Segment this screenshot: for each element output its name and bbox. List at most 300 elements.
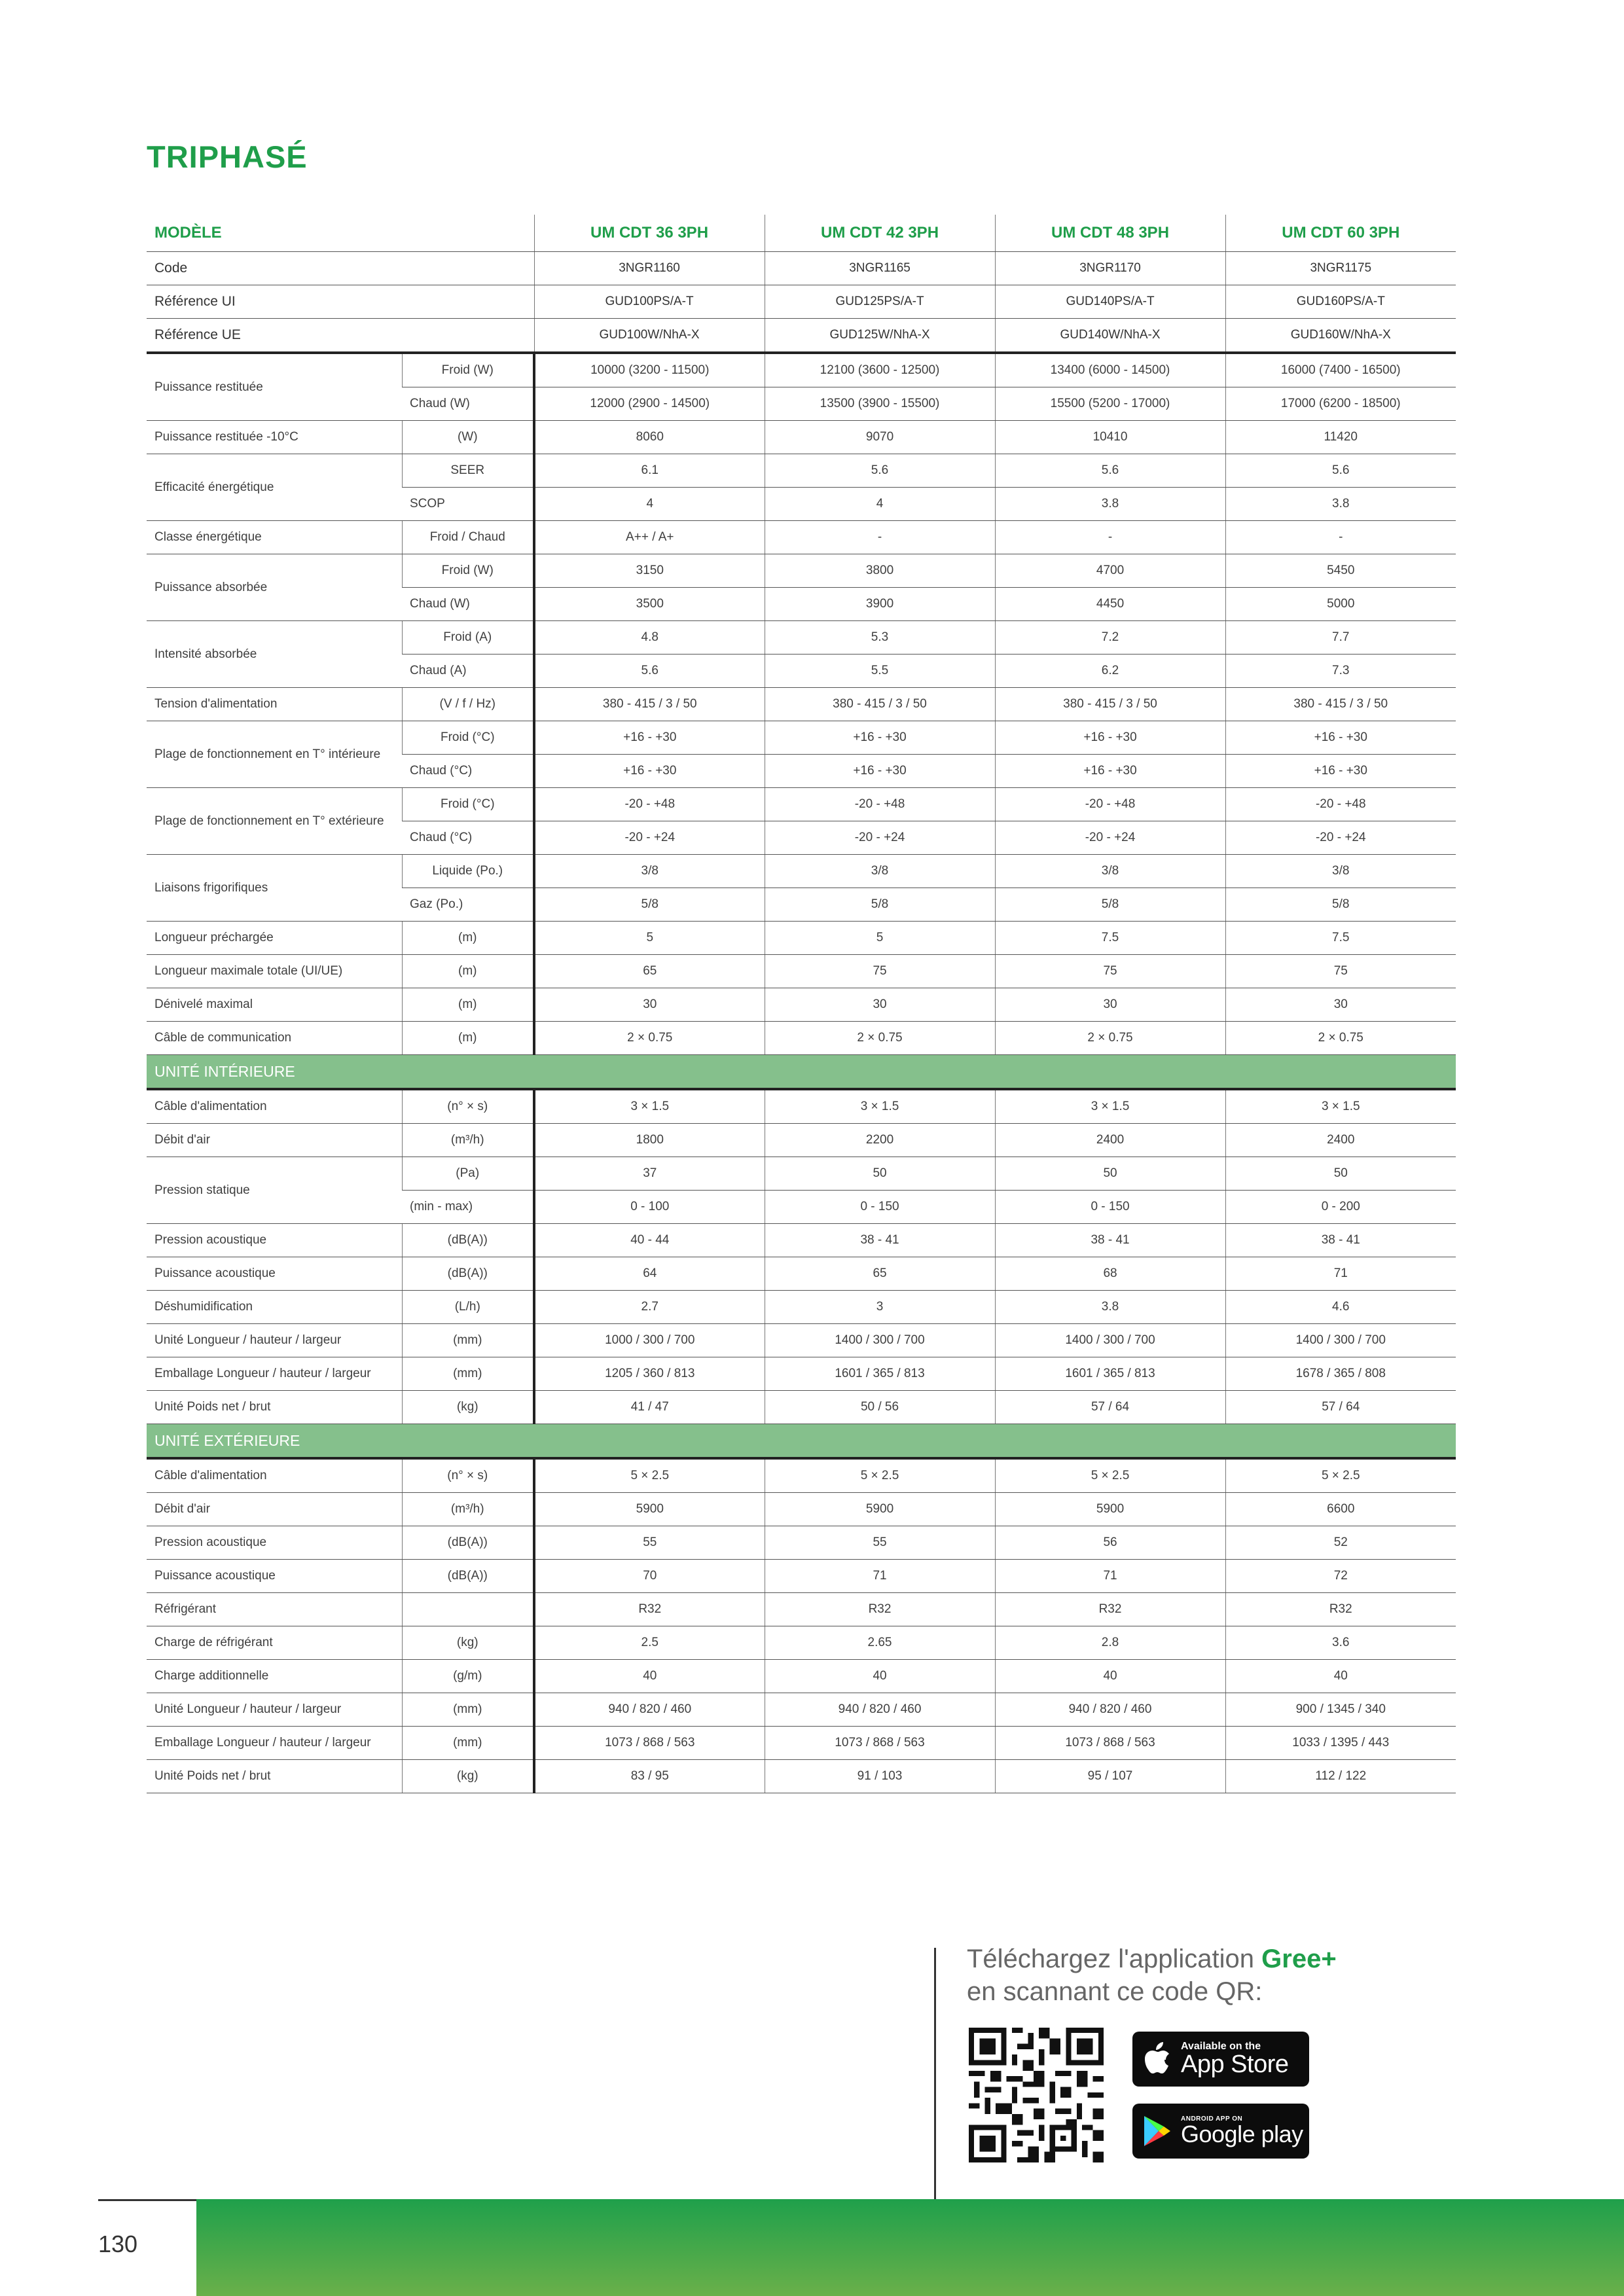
- row-unit: Froid / Chaud: [402, 521, 534, 554]
- row-label: Référence UI: [147, 285, 534, 319]
- cell-value: 1800: [534, 1124, 765, 1157]
- cell-value: 2.7: [534, 1291, 765, 1324]
- cell-value: 380 - 415 / 3 / 50: [995, 688, 1225, 721]
- row-unit: (mm): [402, 1727, 534, 1760]
- row-unit: Chaud (A): [402, 655, 534, 688]
- qr-code-icon[interactable]: [969, 2028, 1104, 2162]
- table-row: [147, 1022, 1456, 1055]
- table-row: [147, 1124, 1456, 1157]
- cell-value: 30: [995, 988, 1225, 1022]
- row-unit: (m): [402, 988, 534, 1022]
- table-row: [147, 1526, 1456, 1560]
- cell-value: 30: [1225, 988, 1456, 1022]
- cell-value: 4: [534, 488, 765, 521]
- cell-value: 3500: [534, 588, 765, 621]
- google-play-badge[interactable]: [1132, 2104, 1309, 2159]
- footer-band: [196, 2199, 1624, 2296]
- table-row: [147, 353, 1456, 387]
- row-unit: [402, 1593, 534, 1626]
- cell-value: 3900: [765, 588, 995, 621]
- cell-value: 5/8: [1225, 888, 1456, 922]
- table-row: [147, 1593, 1456, 1626]
- row-label: Réfrigérant: [147, 1593, 402, 1626]
- cell-value: 2400: [1225, 1124, 1456, 1157]
- table-row: [147, 1660, 1456, 1693]
- google-play-icon: [1132, 2104, 1181, 2159]
- row-unit: (dB(A)): [402, 1257, 534, 1291]
- table-row: [147, 988, 1456, 1022]
- cell-value: 0 - 150: [765, 1191, 995, 1224]
- row-label: Puissance acoustique: [147, 1257, 402, 1291]
- cell-value: 13500 (3900 - 15500): [765, 387, 995, 421]
- table-row: [147, 319, 1456, 353]
- cell-value: 41 / 47: [534, 1391, 765, 1424]
- cell-value: 55: [765, 1526, 995, 1560]
- row-unit: (dB(A)): [402, 1560, 534, 1593]
- row-unit: Froid (°C): [402, 788, 534, 821]
- row-unit: (kg): [402, 1391, 534, 1424]
- cell-value: 75: [765, 955, 995, 988]
- cell-value: 72: [1225, 1560, 1456, 1593]
- cell-value: 12000 (2900 - 14500): [534, 387, 765, 421]
- row-unit: Froid (W): [402, 353, 534, 387]
- cell-value: 13400 (6000 - 14500): [995, 353, 1225, 387]
- row-label: Déshumidification: [147, 1291, 402, 1324]
- cell-value: 68: [995, 1257, 1225, 1291]
- table-row: [147, 955, 1456, 988]
- cell-value: 37: [534, 1157, 765, 1191]
- row-label: Pression acoustique: [147, 1526, 402, 1560]
- row-label: Tension d'alimentation: [147, 688, 402, 721]
- table-row: [147, 1560, 1456, 1593]
- cell-value: -20 - +24: [995, 821, 1225, 855]
- cell-value: 65: [534, 955, 765, 988]
- cell-value: 50: [1225, 1157, 1456, 1191]
- cell-value: 3NGR1160: [534, 252, 765, 285]
- cell-value: 4700: [995, 554, 1225, 588]
- table-row: [147, 688, 1456, 721]
- row-label: Classe énergétique: [147, 521, 402, 554]
- cell-value: 2 × 0.75: [534, 1022, 765, 1055]
- cell-value: +16 - +30: [995, 721, 1225, 755]
- cell-value: 1073 / 868 / 563: [995, 1727, 1225, 1760]
- cell-value: 4.8: [534, 621, 765, 655]
- row-label: Charge de réfrigérant: [147, 1626, 402, 1660]
- section-row: [147, 1424, 1456, 1459]
- cell-value: 7.7: [1225, 621, 1456, 655]
- row-unit: (kg): [402, 1626, 534, 1660]
- cell-value: 55: [534, 1526, 765, 1560]
- cell-value: 3.8: [995, 488, 1225, 521]
- table-row: [147, 554, 1456, 588]
- table-row: [147, 1727, 1456, 1760]
- cell-value: 1400 / 300 / 700: [995, 1324, 1225, 1357]
- row-unit: (L/h): [402, 1291, 534, 1324]
- table-row: [147, 621, 1456, 655]
- cell-value: GUD160W/NhA-X: [1225, 319, 1456, 353]
- row-unit: (m): [402, 922, 534, 955]
- cell-value: 0 - 150: [995, 1191, 1225, 1224]
- cell-value: 75: [995, 955, 1225, 988]
- cell-value: 3/8: [995, 855, 1225, 888]
- cell-value: 11420: [1225, 421, 1456, 454]
- row-unit: Froid (W): [402, 554, 534, 588]
- cell-value: 2.8: [995, 1626, 1225, 1660]
- cell-value: 5.6: [534, 655, 765, 688]
- row-unit: Froid (°C): [402, 721, 534, 755]
- section-title: UNITÉ EXTÉRIEURE: [147, 1424, 1456, 1459]
- model-header: UM CDT 42 3PH: [765, 215, 995, 252]
- cell-value: 3.6: [1225, 1626, 1456, 1660]
- row-label: Référence UE: [147, 319, 534, 353]
- table-row: [147, 1493, 1456, 1526]
- row-label: Emballage Longueur / hauteur / largeur: [147, 1357, 402, 1391]
- cell-value: 40 - 44: [534, 1224, 765, 1257]
- cell-value: 1400 / 300 / 700: [765, 1324, 995, 1357]
- cell-value: 3: [765, 1291, 995, 1324]
- cell-value: 3NGR1175: [1225, 252, 1456, 285]
- cell-value: 95 / 107: [995, 1760, 1225, 1793]
- cell-value: -: [765, 521, 995, 554]
- cell-value: A++ / A+: [534, 521, 765, 554]
- cell-value: 3.8: [995, 1291, 1225, 1324]
- table-row: [147, 1357, 1456, 1391]
- cell-value: 5 × 2.5: [1225, 1458, 1456, 1493]
- cell-value: 3/8: [1225, 855, 1456, 888]
- cell-value: 3.8: [1225, 488, 1456, 521]
- cell-value: 64: [534, 1257, 765, 1291]
- row-unit: (g/m): [402, 1660, 534, 1693]
- cell-value: 940 / 820 / 460: [534, 1693, 765, 1727]
- cell-value: R32: [765, 1593, 995, 1626]
- row-label: Débit d'air: [147, 1493, 402, 1526]
- row-label: Puissance acoustique: [147, 1560, 402, 1593]
- cell-value: +16 - +30: [1225, 721, 1456, 755]
- cell-value: 7.5: [995, 922, 1225, 955]
- table-row: [147, 1458, 1456, 1493]
- row-label: Charge additionnelle: [147, 1660, 402, 1693]
- promo-brand: Gree+: [1261, 1945, 1337, 1973]
- row-unit: Froid (A): [402, 621, 534, 655]
- model-header: UM CDT 36 3PH: [534, 215, 765, 252]
- table-row: [147, 521, 1456, 554]
- cell-value: R32: [1225, 1593, 1456, 1626]
- model-header: UM CDT 48 3PH: [995, 215, 1225, 252]
- row-unit: (m³/h): [402, 1124, 534, 1157]
- cell-value: 12100 (3600 - 12500): [765, 353, 995, 387]
- cell-value: 112 / 122: [1225, 1760, 1456, 1793]
- cell-value: 3150: [534, 554, 765, 588]
- cell-value: 2.65: [765, 1626, 995, 1660]
- page-number: 130: [98, 2231, 138, 2257]
- row-label: Intensité absorbée: [147, 621, 402, 688]
- cell-value: 2 × 0.75: [995, 1022, 1225, 1055]
- cell-value: 5/8: [765, 888, 995, 922]
- cell-value: +16 - +30: [765, 755, 995, 788]
- cell-value: +16 - +30: [534, 721, 765, 755]
- cell-value: 3/8: [534, 855, 765, 888]
- cell-value: 57 / 64: [995, 1391, 1225, 1424]
- cell-value: 900 / 1345 / 340: [1225, 1693, 1456, 1727]
- cell-value: 5.6: [765, 454, 995, 488]
- table-row: [147, 1391, 1456, 1424]
- row-unit: (dB(A)): [402, 1224, 534, 1257]
- row-unit: (mm): [402, 1357, 534, 1391]
- table-row: [147, 721, 1456, 755]
- app-store-text: App Store: [1181, 2051, 1289, 2078]
- cell-value: 8060: [534, 421, 765, 454]
- cell-value: 1601 / 365 / 813: [995, 1357, 1225, 1391]
- row-label: Unité Poids net / brut: [147, 1391, 402, 1424]
- table-row: [147, 1157, 1456, 1191]
- promo-line2: en scannant ce code QR:: [967, 1977, 1263, 2006]
- table-row: [147, 285, 1456, 319]
- cell-value: 17000 (6200 - 18500): [1225, 387, 1456, 421]
- row-unit: (min - max): [402, 1191, 534, 1224]
- cell-value: 4450: [995, 588, 1225, 621]
- spec-table: [147, 215, 1456, 1793]
- cell-value: 4.6: [1225, 1291, 1456, 1324]
- cell-value: 50: [995, 1157, 1225, 1191]
- cell-value: 83 / 95: [534, 1760, 765, 1793]
- cell-value: 70: [534, 1560, 765, 1593]
- cell-value: 50: [765, 1157, 995, 1191]
- cell-value: 940 / 820 / 460: [995, 1693, 1225, 1727]
- cell-value: 1000 / 300 / 700: [534, 1324, 765, 1357]
- cell-value: +16 - +30: [534, 755, 765, 788]
- row-label: Puissance restituée -10°C: [147, 421, 402, 454]
- cell-value: 5 × 2.5: [765, 1458, 995, 1493]
- cell-value: 65: [765, 1257, 995, 1291]
- row-label: Efficacité énergétique: [147, 454, 402, 521]
- cell-value: 3/8: [765, 855, 995, 888]
- cell-value: 7.2: [995, 621, 1225, 655]
- cell-value: 1205 / 360 / 813: [534, 1357, 765, 1391]
- cell-value: 0 - 200: [1225, 1191, 1456, 1224]
- row-unit: (Pa): [402, 1157, 534, 1191]
- cell-value: 10000 (3200 - 11500): [534, 353, 765, 387]
- cell-value: R32: [534, 1593, 765, 1626]
- cell-value: 16000 (7400 - 16500): [1225, 353, 1456, 387]
- google-play-small-text: ANDROID APP ON: [1181, 2115, 1243, 2123]
- cell-value: 3 × 1.5: [534, 1089, 765, 1124]
- cell-value: 6600: [1225, 1493, 1456, 1526]
- cell-value: 5.6: [995, 454, 1225, 488]
- cell-value: 1678 / 365 / 808: [1225, 1357, 1456, 1391]
- cell-value: 5900: [995, 1493, 1225, 1526]
- row-unit: (dB(A)): [402, 1526, 534, 1560]
- cell-value: 57 / 64: [1225, 1391, 1456, 1424]
- cell-value: -: [995, 521, 1225, 554]
- cell-value: 38 - 41: [995, 1224, 1225, 1257]
- table-row: [147, 252, 1456, 285]
- cell-value: 2 × 0.75: [1225, 1022, 1456, 1055]
- cell-value: 2 × 0.75: [765, 1022, 995, 1055]
- row-label: Plage de fonctionnement en T° extérieure: [147, 788, 402, 855]
- cell-value: 1073 / 868 / 563: [765, 1727, 995, 1760]
- row-unit: Chaud (°C): [402, 755, 534, 788]
- spec-table-body: [147, 252, 1456, 1793]
- cell-value: 3800: [765, 554, 995, 588]
- row-unit: (V / f / Hz): [402, 688, 534, 721]
- cell-value: 56: [995, 1526, 1225, 1560]
- row-label: Plage de fonctionnement en T° intérieure: [147, 721, 402, 788]
- row-unit: Gaz (Po.): [402, 888, 534, 922]
- vertical-divider: [934, 1948, 936, 2199]
- app-store-badge[interactable]: [1132, 2032, 1309, 2087]
- cell-value: 71: [765, 1560, 995, 1593]
- cell-value: 10410: [995, 421, 1225, 454]
- row-unit: (m): [402, 1022, 534, 1055]
- cell-value: 30: [534, 988, 765, 1022]
- row-unit: (mm): [402, 1324, 534, 1357]
- cell-value: 2400: [995, 1124, 1225, 1157]
- cell-value: 38 - 41: [1225, 1224, 1456, 1257]
- app-promo: [967, 1943, 1337, 2008]
- cell-value: 1033 / 1395 / 443: [1225, 1727, 1456, 1760]
- cell-value: -20 - +24: [765, 821, 995, 855]
- model-header: UM CDT 60 3PH: [1225, 215, 1456, 252]
- cell-value: 6.1: [534, 454, 765, 488]
- cell-value: 380 - 415 / 3 / 50: [765, 688, 995, 721]
- table-row: [147, 1626, 1456, 1660]
- cell-value: GUD125W/NhA-X: [765, 319, 995, 353]
- table-row: [147, 1760, 1456, 1793]
- cell-value: +16 - +30: [765, 721, 995, 755]
- section-row: [147, 1055, 1456, 1090]
- table-row: [147, 454, 1456, 488]
- table-row: [147, 1089, 1456, 1124]
- cell-value: 940 / 820 / 460: [765, 1693, 995, 1727]
- row-unit: (n° × s): [402, 1458, 534, 1493]
- cell-value: -20 - +48: [534, 788, 765, 821]
- cell-value: 1601 / 365 / 813: [765, 1357, 995, 1391]
- row-unit: (m): [402, 955, 534, 988]
- cell-value: 15500 (5200 - 17000): [995, 387, 1225, 421]
- cell-value: GUD125PS/A-T: [765, 285, 995, 319]
- section-title: UNITÉ INTÉRIEURE: [147, 1055, 1456, 1090]
- cell-value: GUD140W/NhA-X: [995, 319, 1225, 353]
- cell-value: 9070: [765, 421, 995, 454]
- cell-value: 5/8: [995, 888, 1225, 922]
- cell-value: 3 × 1.5: [765, 1089, 995, 1124]
- table-row: [147, 788, 1456, 821]
- promo-line1: Téléchargez l'application: [967, 1945, 1255, 1973]
- cell-value: GUD160PS/A-T: [1225, 285, 1456, 319]
- cell-value: 5900: [765, 1493, 995, 1526]
- cell-value: -20 - +48: [765, 788, 995, 821]
- row-label: Dénivelé maximal: [147, 988, 402, 1022]
- cell-value: +16 - +30: [995, 755, 1225, 788]
- cell-value: 40: [1225, 1660, 1456, 1693]
- cell-value: +16 - +30: [1225, 755, 1456, 788]
- cell-value: 1400 / 300 / 700: [1225, 1324, 1456, 1357]
- cell-value: GUD100W/NhA-X: [534, 319, 765, 353]
- cell-value: 40: [534, 1660, 765, 1693]
- row-label: Câble d'alimentation: [147, 1089, 402, 1124]
- cell-value: 5: [534, 922, 765, 955]
- cell-value: 5900: [534, 1493, 765, 1526]
- cell-value: 5 × 2.5: [534, 1458, 765, 1493]
- row-unit: (mm): [402, 1693, 534, 1727]
- row-label: Unité Poids net / brut: [147, 1760, 402, 1793]
- cell-value: 3 × 1.5: [1225, 1089, 1456, 1124]
- google-play-text: Google play: [1181, 2121, 1303, 2147]
- cell-value: 6.2: [995, 655, 1225, 688]
- cell-value: 5.5: [765, 655, 995, 688]
- row-unit: (n° × s): [402, 1089, 534, 1124]
- row-unit: Liquide (Po.): [402, 855, 534, 888]
- row-label: Puissance restituée: [147, 353, 402, 421]
- row-unit: SEER: [402, 454, 534, 488]
- cell-value: 5000: [1225, 588, 1456, 621]
- cell-value: 5.3: [765, 621, 995, 655]
- table-row: [147, 1224, 1456, 1257]
- cell-value: 5: [765, 922, 995, 955]
- row-unit: Chaud (W): [402, 387, 534, 421]
- cell-value: 5/8: [534, 888, 765, 922]
- table-row: [147, 1693, 1456, 1727]
- row-label: Longueur préchargée: [147, 922, 402, 955]
- cell-value: 75: [1225, 955, 1456, 988]
- table-row: [147, 1257, 1456, 1291]
- cell-value: 3 × 1.5: [995, 1089, 1225, 1124]
- model-header-label: MODÈLE: [147, 215, 534, 252]
- cell-value: 5450: [1225, 554, 1456, 588]
- row-label: Emballage Longueur / hauteur / largeur: [147, 1727, 402, 1760]
- cell-value: -20 - +48: [995, 788, 1225, 821]
- row-label: Code: [147, 252, 534, 285]
- row-unit: SCOP: [402, 488, 534, 521]
- row-label: Liaisons frigorifiques: [147, 855, 402, 922]
- table-row: [147, 922, 1456, 955]
- cell-value: 3NGR1165: [765, 252, 995, 285]
- table-row: [147, 1291, 1456, 1324]
- apple-icon: [1132, 2032, 1181, 2087]
- cell-value: 3NGR1170: [995, 252, 1225, 285]
- table-row: [147, 1324, 1456, 1357]
- row-unit: Chaud (W): [402, 588, 534, 621]
- app-store-small-text: Available on the: [1181, 2041, 1261, 2052]
- cell-value: -20 - +48: [1225, 788, 1456, 821]
- cell-value: 5.6: [1225, 454, 1456, 488]
- footer-rule: [98, 2199, 196, 2201]
- cell-value: 52: [1225, 1526, 1456, 1560]
- row-unit: (kg): [402, 1760, 534, 1793]
- cell-value: 4: [765, 488, 995, 521]
- cell-value: 5 × 2.5: [995, 1458, 1225, 1493]
- cell-value: 380 - 415 / 3 / 50: [534, 688, 765, 721]
- cell-value: 91 / 103: [765, 1760, 995, 1793]
- cell-value: R32: [995, 1593, 1225, 1626]
- row-label: Unité Longueur / hauteur / largeur: [147, 1693, 402, 1727]
- cell-value: 2.5: [534, 1626, 765, 1660]
- cell-value: 7.3: [1225, 655, 1456, 688]
- row-label: Longueur maximale totale (UI/UE): [147, 955, 402, 988]
- row-label: Pression acoustique: [147, 1224, 402, 1257]
- table-row: [147, 421, 1456, 454]
- cell-value: -: [1225, 521, 1456, 554]
- cell-value: -20 - +24: [1225, 821, 1456, 855]
- row-label: Câble de communication: [147, 1022, 402, 1055]
- cell-value: 50 / 56: [765, 1391, 995, 1424]
- cell-value: 71: [995, 1560, 1225, 1593]
- cell-value: 1073 / 868 / 563: [534, 1727, 765, 1760]
- cell-value: 0 - 100: [534, 1191, 765, 1224]
- row-label: Câble d'alimentation: [147, 1458, 402, 1493]
- row-unit: Chaud (°C): [402, 821, 534, 855]
- cell-value: 7.5: [1225, 922, 1456, 955]
